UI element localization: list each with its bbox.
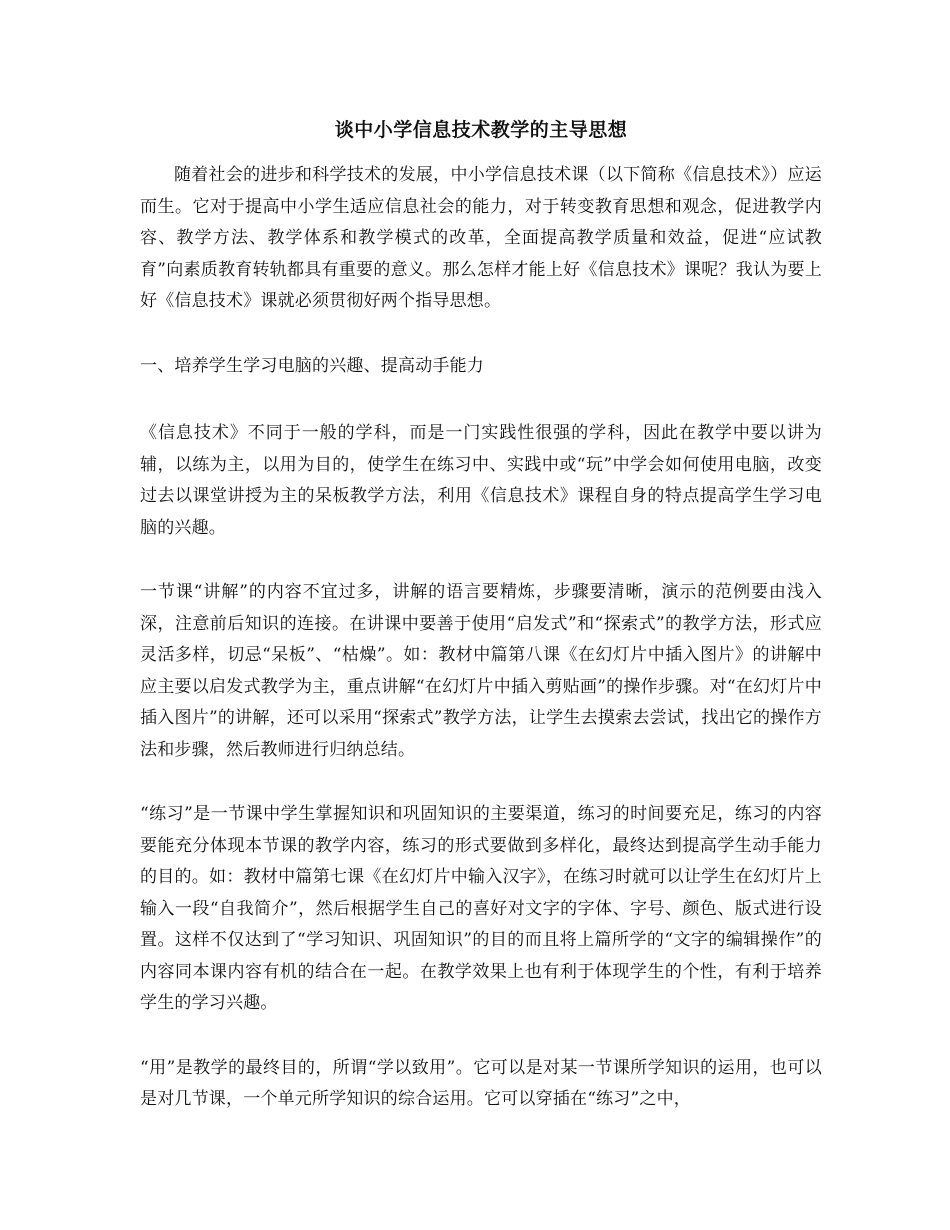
paragraph-exercise: “练习”是一节课中学生掌握知识和巩固知识的主要渠道，练习的时间要充足，练习的内容要能充分体现本节课的教学内容，练习的形式要做到多样化，最终达到提高学生动手能力的目的。如：教材中篇第七课《在幻灯片中输入汉字》，在练习时就可以让学生在幻灯片上输入一段“自我简介”，然后根据学生自己的喜好对文字的字体、字号、颜色、版式进行设置。这样不仅达到了“学习知识、巩固知识”的目的而且将上篇所学的“文字的编辑操作”的内容同本课内容有机的结合在一起。在教学效果上也有利于体现学生的个性，有利于培养学生的学习兴趣。 (140, 804, 822, 1013)
paragraph-application: “用”是教学的最终目的，所谓“学以致用”。它可以是对某一节课所学知识的运用，也可以是对几节课，一个单元所学知识的综合运用。它可以穿插在“练习”之中， (140, 1057, 822, 1109)
document-title: 谈中小学信息技术教学的主导思想 (334, 119, 628, 141)
paragraph-practice-subject: 《信息技术》不同于一般的学科，而是一门实践性很强的学科，因此在教学中要以讲为辅，以练为主，以用为目的，使学生在练习中、实践中或“玩”中学会如何使用电脑，改变过去以课堂讲授为主的呆板教学方法，利用《信息技术》课程自身的特点提高学生学习电脑的兴趣。 (140, 423, 822, 538)
paragraph-lecture: 一节课“讲解”的内容不宜过多，讲解的语言要精炼，步骤要清晰，演示的范例要由浅入深，注意前后知识的连接。在讲课中要善于使用“启发式”和“探索式”的教学方法，形式应灵活多样，切忌“呆板”、“枯燥”。如：教材中篇第八课《在幻灯片中插入图片》的讲解中应主要以启发式教学为主，重点讲解“在幻灯片中插入剪贴画”的操作步骤。对“在幻灯片中插入图片”的讲解，还可以采用“探索式”教学方法，让学生去摸索去尝试，找出它的操作方法和步骤，然后教师进行归纳总结。 (140, 582, 822, 760)
section-heading-1: 一、培养学生学习电脑的兴趣、提高动手能力 (140, 355, 484, 376)
intro-paragraph: 随着社会的进步和科学技术的发展，中小学信息技术课（以下简称《信息技术》）应运而生。它对于提高中小学生适应信息社会的能力，对于转变教育思想和观念，促进教学内容、教学方法、教学体系和教学模式的改革，全面提高教学质量和效益，促进“应试教育”向素质教育转轨都具有重要的意义。那么怎样才能上好《信息技术》课呢？我认为要上好《信息技术》课就必须贯彻好两个指导思想。 (140, 165, 822, 311)
document-body (140, 112, 822, 1149)
